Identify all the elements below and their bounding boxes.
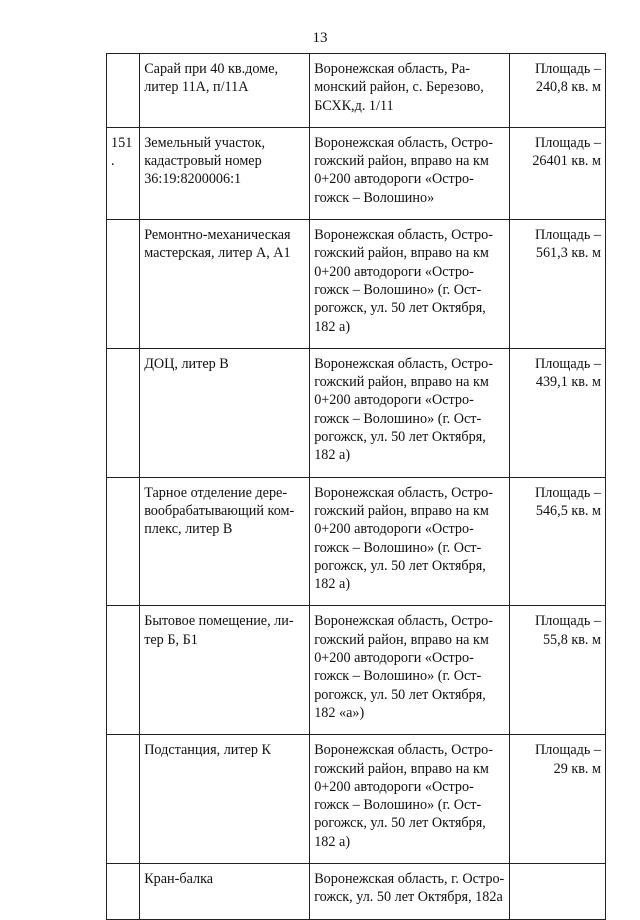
- area-line: 561,3 кв. м: [535, 245, 601, 262]
- address-line: гожский район, вправо на км: [314, 760, 489, 777]
- area-cell: [510, 220, 606, 349]
- address-line: 182 а): [314, 447, 351, 464]
- object-name-line: литер 11А, п/11А: [144, 79, 249, 96]
- table-row: [107, 54, 606, 128]
- address-line: 0+200 автодороги «Остро-: [314, 263, 474, 280]
- object-name-cell: [140, 348, 310, 477]
- address-line: рогожск, ул. 50 лет Октября,: [314, 815, 486, 832]
- address-line: Воронежская область, Остро-: [314, 484, 493, 501]
- address-line: гожск, ул. 50 лет Октября, 182а: [314, 889, 503, 906]
- area-line: Площадь –: [535, 613, 601, 630]
- object-name-line: вообрабатывающий ком-: [144, 502, 295, 519]
- area-cell: [510, 477, 606, 606]
- object-name-cell: [140, 220, 310, 349]
- row-number-cell: [107, 54, 140, 128]
- area-cell: [510, 735, 606, 864]
- address-line: Воронежская область, Остро-: [314, 613, 493, 630]
- row-number-cell: [107, 220, 140, 349]
- table-row: [107, 220, 606, 349]
- area-line: 240,8 кв. м: [535, 79, 601, 96]
- address-line: гожский район, вправо на км: [314, 631, 489, 648]
- row-number-cell: 151.: [107, 127, 140, 219]
- object-name-line: Кран-балка: [144, 870, 214, 887]
- address-line: 182 «а»): [314, 704, 365, 721]
- object-name-cell: [140, 863, 310, 919]
- table-row: [107, 863, 606, 919]
- address-line: гожск – Волошино» (г. Ост-: [314, 410, 482, 427]
- row-number-cell: [107, 735, 140, 864]
- area-line: Площадь –: [535, 61, 601, 77]
- row-number-cell: [107, 606, 140, 735]
- address-line: БСХК,д. 1/11: [314, 97, 394, 114]
- address-line: гожск – Волошино» (г. Ост-: [314, 668, 482, 685]
- address-line: гожск – Волошино» (г. Ост-: [314, 281, 482, 298]
- property-registry-table: [106, 53, 606, 920]
- address-line: монский район, с. Березово,: [314, 79, 484, 96]
- table-row: [107, 606, 606, 735]
- row-number-cell: [107, 348, 140, 477]
- object-name-line: 36:19:8200006:1: [144, 171, 242, 188]
- area-line: Площадь –: [535, 227, 601, 244]
- address-line: 182 а): [314, 833, 351, 850]
- address-line: Воронежская область, г. Остро-: [314, 870, 505, 887]
- address-line: рогожск, ул. 50 лет Октября,: [314, 429, 486, 446]
- object-name-line: Сарай при 40 кв.доме,: [144, 61, 279, 77]
- address-line: гожск – Волошино» (г. Ост-: [314, 797, 482, 814]
- address-line: гожский район, вправо на км: [314, 245, 489, 262]
- address-line: 0+200 автодороги «Остро-: [314, 521, 474, 538]
- registry-table-body: [107, 54, 606, 920]
- area-cell: [510, 127, 606, 219]
- address-line: 0+200 автодороги «Остро-: [314, 392, 474, 409]
- address-line: 0+200 автодороги «Остро-: [314, 778, 474, 795]
- table-row: [107, 477, 606, 606]
- address-line: Воронежская область, Остро-: [314, 227, 493, 244]
- object-name-line: тер Б, Б1: [144, 631, 198, 648]
- page-number: 13: [312, 30, 328, 46]
- address-line: 182 а): [314, 576, 351, 593]
- address-cell: [310, 735, 510, 864]
- object-name-cell: [140, 606, 310, 735]
- area-line: Площадь –: [535, 134, 601, 151]
- area-cell: [510, 348, 606, 477]
- object-name-line: Бытовое помещение, ли-: [144, 613, 294, 630]
- address-line: рогожск, ул. 50 лет Октября,: [314, 557, 486, 574]
- object-name-line: кадастровый номер: [144, 153, 262, 170]
- area-line: Площадь –: [535, 742, 601, 759]
- object-name-line: плекс, литер В: [144, 521, 233, 538]
- area-line: 55,8 кв. м: [542, 631, 601, 648]
- address-cell: [310, 606, 510, 735]
- area-line: 439,1 кв. м: [535, 374, 601, 391]
- address-line: гожский район, вправо на км: [314, 153, 489, 170]
- area-cell: [510, 54, 606, 128]
- address-cell: [310, 54, 510, 128]
- object-name-cell: [140, 735, 310, 864]
- address-line: рогожск, ул. 50 лет Октября,: [314, 686, 486, 703]
- object-name-line: мастерская, литер А, А1: [144, 245, 291, 262]
- address-line: 0+200 автодороги «Остро-: [314, 171, 474, 188]
- address-line: гожск – Волошино» (г. Ост-: [314, 539, 482, 556]
- address-line: Воронежская область, Остро-: [314, 134, 493, 151]
- address-line: рогожск, ул. 50 лет Октября,: [314, 300, 486, 317]
- address-cell: [310, 220, 510, 349]
- address-line: гожск – Волошино»: [314, 189, 435, 206]
- area-line: 29 кв. м: [553, 760, 601, 777]
- object-name-cell: [140, 477, 310, 606]
- address-cell: [310, 477, 510, 606]
- address-line: гожский район, вправо на км: [314, 374, 489, 391]
- address-line: 182 а): [314, 318, 351, 335]
- object-name-line: Ремонтно-механическая: [144, 227, 291, 244]
- row-number-cell: [107, 863, 140, 919]
- object-name-line: Подстанция, литер К: [144, 742, 271, 759]
- address-line: Воронежская область, Остро-: [314, 742, 493, 759]
- row-number-cell: [107, 477, 140, 606]
- object-name-cell: [140, 127, 310, 219]
- table-row: [107, 735, 606, 864]
- object-name-line: Земельный участок,: [144, 134, 266, 151]
- address-cell: [310, 863, 510, 919]
- address-line: Воронежская область, Ра-: [314, 61, 471, 77]
- area-cell: [510, 863, 606, 919]
- table-row: [107, 348, 606, 477]
- object-name-cell: [140, 54, 310, 128]
- table-row: [107, 127, 606, 219]
- address-cell: [310, 348, 510, 477]
- address-line: гожский район, вправо на км: [314, 502, 489, 519]
- address-line: 0+200 автодороги «Остро-: [314, 650, 474, 667]
- object-name-line: ДОЦ, литер В: [144, 355, 229, 372]
- area-cell: [510, 606, 606, 735]
- area-line: Площадь –: [535, 484, 601, 501]
- area-line: Площадь –: [535, 355, 601, 372]
- area-line: 546,5 кв. м: [535, 502, 601, 519]
- area-line: 26401 кв. м: [532, 153, 601, 170]
- object-name-line: Тарное отделение дере-: [144, 484, 288, 501]
- address-line: Воронежская область, Остро-: [314, 355, 493, 372]
- address-cell: [310, 127, 510, 219]
